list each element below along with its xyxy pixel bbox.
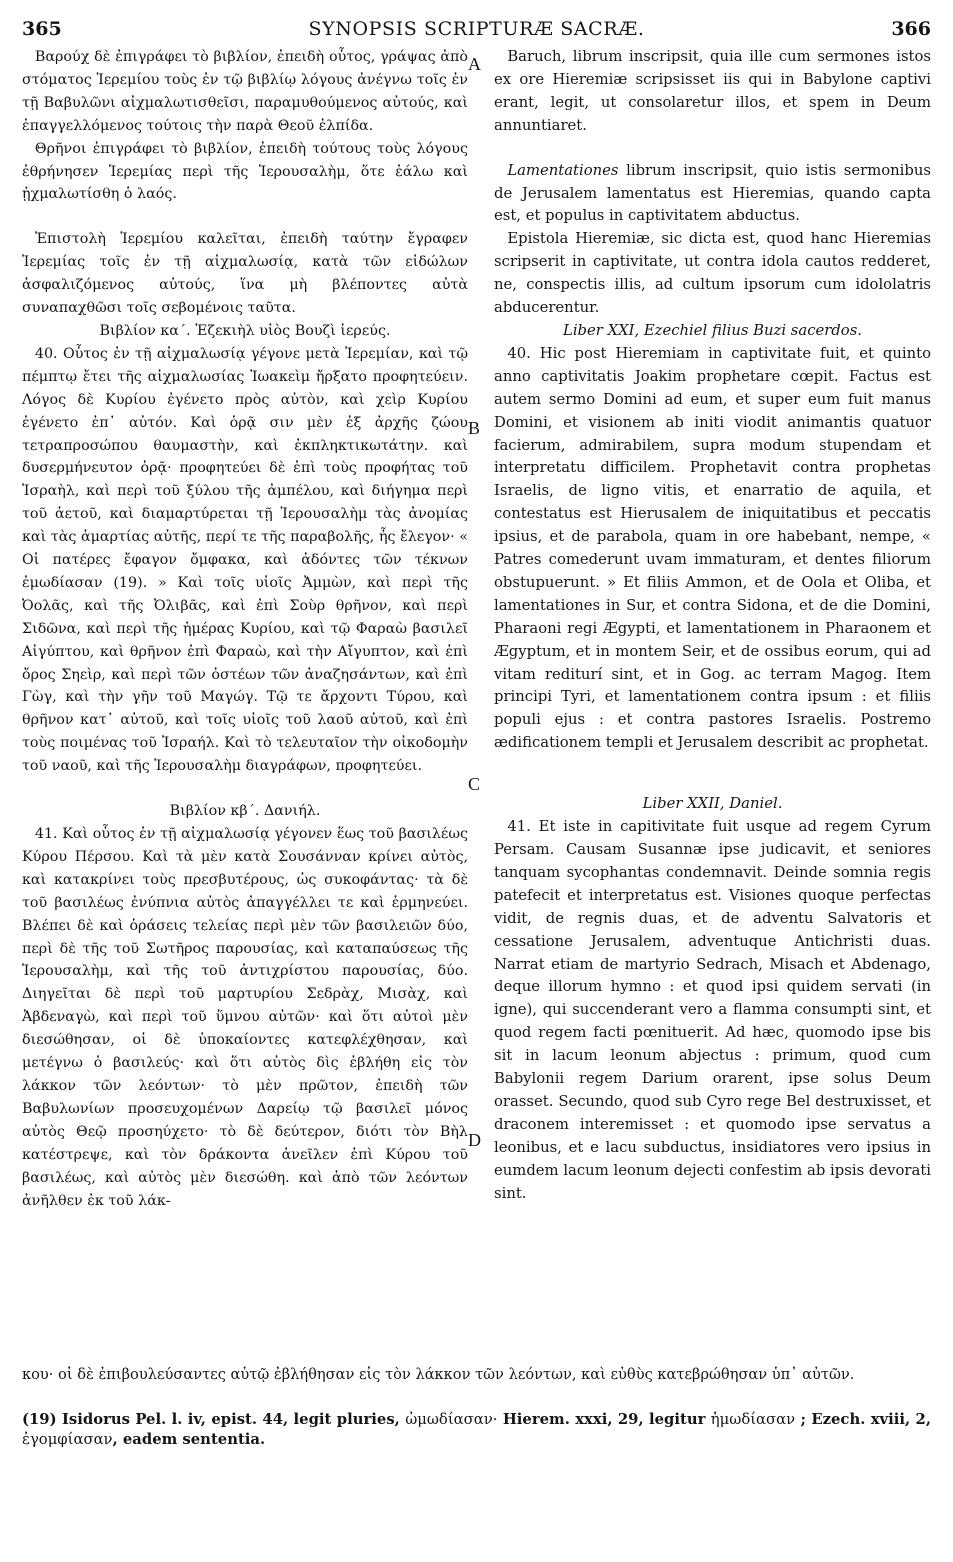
greek-book-heading-daniel: Βιβλίον κβ΄. Δανιήλ. xyxy=(169,803,321,820)
footnote-text-4: , eadem sententia. xyxy=(112,1431,266,1448)
greek-paragraph-daniel: 41. Καὶ οὗτος ἐν τῇ αἰχμαλωσίᾳ γέγονεν ἕως τοῦ βασιλέως Κύρου Πέρσου. Καὶ τὰ μὲν κατὰ Σουσάνναν κρίνει αὐτὸς, καὶ κατακρίνει τοὺς πρεσβυτέρους, ὡς συκοφάντας· τὰ δὲ τοῦ βασιλέως ἐνύπνια αὐτὸς ἀπαγγέλλει τε καὶ ἑρμηνεύει. Βλέπει δὲ καὶ ὁράσεις τελείας περὶ μὲν τῶν βασιλειῶν δύο, περὶ δὲ τῆς τοῦ Σωτῆρος παρουσίας, καὶ καταπαύσεως τῆς Ἱερουσαλὴμ, καὶ τῆς τοῦ ἀντιχρίστου παρουσίας, δύο. Διηγεῖται δὲ περὶ τοῦ μαρτυρίου Σεδρὰχ, Μισὰχ, καὶ Ἀβδεναγὼ, καὶ περὶ τοῦ ὕμνου αὐτῶν· καὶ ὅτι αὐτοὶ μὲν διεσώθησαν, οἱ δὲ ὑποκαίοντες κατεφλέχθησαν, καὶ μετέγνω ὁ βασιλεύς· καὶ ὅτι αὐτὸς δὶς ἐβλήθη εἰς τὸν λάκκον τῶν λεόντων· τὸ μὲν πρῶτον, ἐπειδὴ τῶν Βαβυλωνίων προσευχομένων Δαρείῳ τῷ βασιλεῖ μόνος αὐτὸς Θεῷ προσηύχετο· τὸ δὲ δεύτερον, διότι τὸν Βὴλ κατέστρεψε, καὶ τὸν δράκοντα ἀνεῖλεν ἐπὶ Κύρου τοῦ βασιλέως, καὶ αὐτὸς μὲν διεσώθη. καὶ ἀπὸ τῶν λεόντων ἀνῆλθεν ἐκ τοῦ λάκ- xyxy=(22,826,468,1209)
greek-closing-line: κου· οἱ δὲ ἐπιβουλεύσαντες αὐτῷ ἐβλήθησαν εἰς τὸν λάκκον τῶν λεόντων, καὶ εὐθὺς κατεβρώθησαν ὑπ᾽ αὐτῶν. xyxy=(22,1366,855,1383)
latin-paragraph-epistle: Epistola Hieremiæ, sic dicta est, quod hanc Hieremias scripserit in captivitate, ut contra idola cautos redderet, ne, conspectis illis, ad cultum ipsorum cum idololatris abducerentur. xyxy=(494,230,931,317)
margin-letter-d: D xyxy=(468,1130,481,1150)
latin-paragraph-daniel: 41. Et iste in capitivitate fuit usque ad regem Cyrum Persam. Causam Susannæ ipse judicavit, et seniores tanquam sycophantas condemnavit. Deinde somnia regis patefecit et interpretatus est. Visiones quoque perfectas vidit, de regnis duas, et de adventu Salvatoris et cessatione Jerusalem, adventuque Antichristi duas. Narrat etiam de martyrio Sedrach, Misach et Abdenago, deque illorum hymno : et quod ipsi quidem servati (in igne), qui succenderant vero a flamma consumpti sint, et quod regem facti pœnituerit. Ad hæc, quomodo ipse bis sit in lacum leonum abjectus : primum, quod cum Babylonii regem Darium orarent, ipse solus Deum orasset. Secundo, quod sub Cyro rege Bel destruxisset, et draconem interemisset : et quomodo ipse servatus a leonibus, et e lacu subductus, insidiatores vero ipsius in eumdem lacum leonum dejecti confestim ab ipsis devorati sint. xyxy=(494,818,931,1202)
footnote-greek-3: ἐγομφίασαν xyxy=(22,1431,113,1448)
footnote-greek-1: ὠμωδίασαν· xyxy=(405,1411,498,1428)
latin-paragraph-lamentations xyxy=(494,160,931,229)
lamentationes-word: Lamentationes xyxy=(507,161,619,179)
page-number-left: 365 xyxy=(22,18,62,40)
footnote-text-3: ; Ezech. xviii, 2, xyxy=(795,1411,931,1428)
latin-paragraph-baruch: Baruch, librum inscripsit, quia ille cum sermones istos ex ore Hieremiæ scripsisset iis qui in Babylone captivi erant, legit, ut consolaretur illos, et spem in Deum annuntiaret. xyxy=(494,48,931,134)
greek-paragraph-ezekiel: 40. Οὗτος ἐν τῇ αἰχμαλωσίᾳ γέγονε μετὰ Ἱερεμίαν, καὶ τῷ πέμπτῳ ἔτει τῆς αἰχμαλωσίας Ἰωακεὶμ ἤρξατο προφητεύειν. Λόγος δὲ Κυρίου ἐγένετο πρὸς αὐτὸν, καὶ χεὶρ Κυρίου ἐγένετο ἐπ᾽ αὐτόν. Καὶ ὁρᾷ σιν μὲν ἐξ ἀρχῆς ζώου τετραπροσώπου θαυμαστὴν, καὶ ἐκπληκτικωτάτην. καὶ δυσερμήνευτον ὁρᾷ· προφητεύει δὲ ἐπὶ τοὺς προφήτας τοῦ Ἰσραὴλ, καὶ περὶ τοῦ ξύλου τῆς ἀμπέλου, καὶ διήγημα περὶ τοῦ ἀετοῦ, καὶ διαμαρτύρεται τῇ Ἱερουσαλὴμ τὰς ἀνομίας καὶ τὰς ἁμαρτίας αὐτῆς, περί τε τῆς παραβολῆς, ἧς ἔλεγον· « Οἱ πατέρες ἔφαγον ὄμφακα, καὶ ἀδόντες τῶν τέκνων ἐμωδίασαν (19). » Καὶ τοῖς υἱοῖς Ἀμμὼν, καὶ περὶ τῆς Ὀολᾶς, καὶ τῆς Ὀλιβᾶς, καὶ ἐπὶ Σοὺρ θρῆνον, καὶ περὶ Σιδῶνα, καὶ περὶ τῆς ἡμέρας Κυρίου, καὶ τῷ Φαραὼ βασιλεῖ Αἰγύπτου, καὶ θρῆνον ἐπὶ Φαραὼ, καὶ τὴν Αἴγυπτον, καὶ ἐπὶ ὄρος Σηεὶρ, καὶ περὶ τῶν ὀστέων τῶν ἀναζησάντων, καὶ ἐπὶ Γὼγ, καὶ τὴν γῆν τοῦ Μαγώγ. Τῷ τε ἄρχοντι Τύρου, καὶ θρῆνον κατ᾽ αὐτοῦ, καὶ τοῖς υἱοῖς τοῦ λαοῦ αὐτοῦ, καὶ ἐπὶ τοὺς ποιμένας τοῦ Ἰσραήλ. Καὶ τὸ τελευταῖον τὴν οἰκοδομὴν τοῦ ναοῦ, καὶ τῆς Ἱερουσαλὴμ διαγράφων, προφητεύει. xyxy=(22,345,468,775)
footnote-text-2: Hierem. xxxi, 29, legitur xyxy=(497,1411,711,1428)
greek-paragraph-lamentations: Θρῆνοι ἐπιγράφει τὸ βιβλίον, ἐπειδὴ τούτους τοὺς λόγους ἐθρήνησεν Ἱερεμίας περὶ τῆς Ἱερουσαλὴμ, ὅτε ἑάλω καὶ ᾐχμαλωτίσθη ὁ λαός. xyxy=(22,140,468,203)
greek-column xyxy=(22,46,468,1212)
page-number-right: 366 xyxy=(891,18,931,40)
greek-book-heading-ezekiel: Βιβλίον κα΄. Ἐζεκιὴλ υἱὸς Βουζὶ ἱερεύς. xyxy=(99,322,391,339)
paragraph-spacer xyxy=(494,755,931,793)
latin-column xyxy=(494,46,931,1206)
latin-paragraph-ezekiel: 40. Hic post Hieremiam in captivitate fuit, et quinto anno captivitatis Joakim prophetare cœpit. Factus est autem sermo Domini ad eum, et super eum fuit manus Domini, et visionem ab initi viodit animantis quatuor facierum, admirabilem, supra modum stupendam et interpretatu difficilem. Prophetavit contra prophetas Israelis, de ligno vitis, et enarratio de aquila, et contestatus est Hierusalem de iniquitatibus et peccatis ipsius, et de parabola, quam in ore habebant, nempe, « Patres comederunt uvam immaturam, et dentes filiorum obstupuerunt. » Et filiis Ammon, et de Oola et Oliba, et lamentationes in Sur, et contra Sidona, et de die Domini, Pharaoni regi Ægypti, et lamentationem in Pharaonem et Ægyptum, et in montem Seir, et de ossibus eorum, qui ad vitam rediturí sint, et in Gog. ac terram Magog. Item principi Tyri, et lamentationem contra ipsum : et filiis populi ejus : et contra pastores Israelis. Postremo ædificationem templi et Jerusalem describit ac prophetat. xyxy=(494,344,931,752)
paragraph-spacer xyxy=(22,778,468,800)
latin-book-heading-daniel: Liber XXII, Daniel. xyxy=(642,795,783,813)
greek-paragraph-epistle: Ἐπιστολὴ Ἱερεμίου καλεῖται, ἐπειδὴ ταύτην ἔγραφεν Ἱερεμίας τοῖς ἐν τῇ αἰχμαλωσίᾳ, κατὰ τῶν εἰδώλων ἀσφαλιζόμενος αὐτούς, ἵνα μὴ βλέποντες αὐτὰ συναπαχθῶσι τοῖς σεβομένοις ταῦτα. xyxy=(22,231,468,317)
running-title: SYNOPSIS SCRIPTURÆ SACRÆ. xyxy=(308,18,645,40)
footnote-text-1: (19) Isidorus Pel. l. iv, epist. 44, legit pluries, xyxy=(22,1411,406,1428)
paragraph-spacer xyxy=(494,138,931,160)
paragraph-spacer xyxy=(22,206,468,228)
margin-letter-a: A xyxy=(468,54,481,74)
margin-letter-b: B xyxy=(468,418,481,438)
latin-book-heading-ezekiel: Liber XXI, Ezechiel filius Buzi sacerdos. xyxy=(563,321,862,339)
greek-paragraph-baruch: Βαρούχ δὲ ἐπιγράφει τὸ βιβλίον, ἐπειδὴ οὗτος, γράψας ἀπὸ στόματος Ἱερεμίου τοὺς ἐν τῷ βιβλίῳ λόγους ἀνέγνω τοῖς ἐν τῇ Βαβυλῶνι αἰχμαλωτισθεῖσι, παραμυθούμενος αὐτούς, καὶ ἐπαγγελλόμενος τούτοις τὴν παρὰ Θεοῦ ἐλπίδα. xyxy=(22,49,468,134)
footnote-greek-2: ἡμωδίασαν xyxy=(710,1411,796,1428)
latin-lamentations-text: librum inscripsit, quio istis sermonibus de Jerusalem lamentatus est Hieremias, quando capta est, et populus in captivitatem abductus. xyxy=(494,161,931,225)
margin-letter-c: C xyxy=(468,774,481,794)
footnote xyxy=(22,1410,931,1450)
